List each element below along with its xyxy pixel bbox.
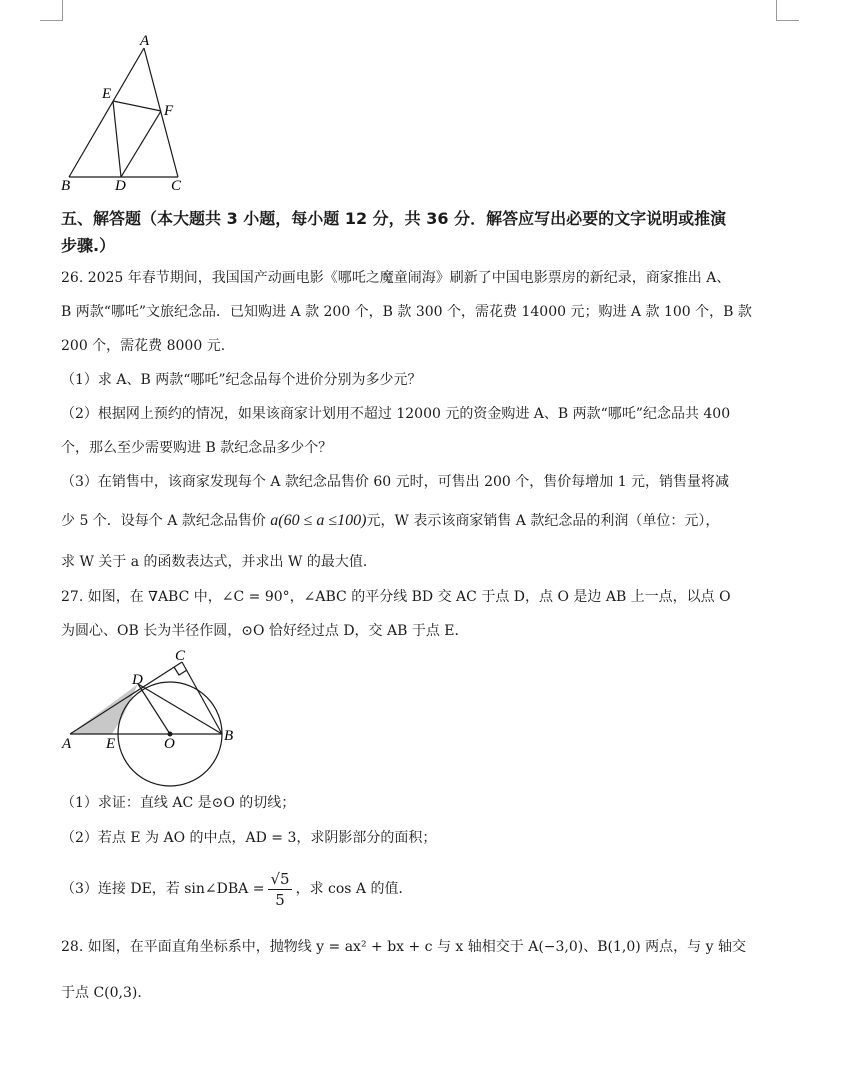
fraction-denominator: 5 [275,890,285,909]
q26-part-3-text-a: 少 5 个．设每个 A 款纪念品售价 [61,513,271,529]
segment-fd [121,111,161,177]
label-a: A [140,33,150,49]
q27-part-3 [61,867,781,911]
q26-line-3: 200 个，需花费 8000 元． [61,338,235,354]
crop-mark-top-left [40,0,63,21]
q27-line-1: 27. 如图，在 ∇ABC 中，∠C = 90°，∠ABC 的平分线 BD 交 AC 于点 D，点 O 是边 AB 上一点，以点 O [61,589,731,605]
q28-line-2: 于点 C(0,3)． [61,985,152,1001]
q26-part-3-text-b: 元，W 表示该商家销售 A 款纪念品的利润（单位：元）， [366,513,720,529]
q26-price-range: a(60 ≤ a ≤100) [270,512,367,529]
shaded-region [70,684,138,734]
label-d: D [132,672,143,688]
segment-od [138,684,170,734]
segment-ed [113,101,121,177]
q27-part-3-text-b: ，求 cos A 的值． [295,881,413,897]
label-e: E [102,86,112,102]
triangle-figure [55,30,195,195]
label-b: B [61,178,71,194]
sqrt5-over-5-fraction [268,869,291,910]
q26-part-3-line-3: 求 W 关于 a 的函数表达式，并求出 W 的最大值． [61,554,377,570]
q26-line-2: B 两款“哪吒”文旅纪念品．已知购进 A 款 200 个，B 款 300 个，需花费 14000 元；购进 A 款 100 个，B 款 [61,304,752,320]
q27-line-2: 为圆心、OB 长为半径作圆，⊙O 恰好经过点 D，交 AB 于点 E． [61,623,469,639]
circle-figure [58,644,248,814]
segment-cb [182,662,222,734]
q26-part-2-line-2: 个，那么至少需要购进 B 款纪念品多少个？ [61,440,333,456]
label-e: E [106,736,116,752]
segment-ac [70,662,182,734]
section-heading: 五、解答题（本大题共 3 小题，每小题 12 分，共 36 分．解答应写出必要的文字说明或推演 [61,209,727,228]
q27-part-2: （2）若点 E 为 AO 的中点，AD = 3，求阴影部分的面积； [61,830,437,846]
label-d: D [115,178,126,194]
label-c: C [171,178,182,194]
section-heading-cont: 步骤.） [61,236,116,255]
q26-part-1: （1）求 A、B 两款“哪吒”纪念品每个进价分别为多少元？ [61,372,422,388]
label-f: F [164,103,174,119]
q27-part-1: （1）求证：直线 AC 是⊙O 的切线； [61,795,296,811]
q26-part-2-line-1: （2）根据网上预约的情况，如果该商家计划用不超过 12000 元的资金购进 A、B 两款“哪吒”纪念品共 400 [61,406,731,422]
segment-ef [113,101,161,111]
fraction-numerator: √5 [270,869,290,888]
q26-part-3-line-2 [61,511,781,531]
q26-line-1: 26. 2025 年春节期间，我国国产动画电影《哪吒之魔童闹海》刷新了中国电影票房的新纪录，商家推出 A、 [61,270,731,286]
crop-mark-top-right [776,0,799,21]
label-o: O [164,736,175,752]
q28-line-1: 28. 如图，在平面直角坐标系中，抛物线 y = ax² + bx + c 与 x 轴相交于 A(−3,0)、B(1,0) 两点，与 y 轴交 [61,939,746,955]
label-c: C [175,648,186,664]
q26-part-3-line-1: （3）在销售中，该商家发现每个 A 款纪念品售价 60 元时，可售出 200 个，售价每增加 1 元，销售量将减 [61,474,730,490]
segment-bd [138,684,222,734]
label-b: B [224,728,234,744]
q27-part-3-text-a: （3）连接 DE，若 sin∠DBA = [61,881,265,897]
label-a: A [62,736,72,752]
